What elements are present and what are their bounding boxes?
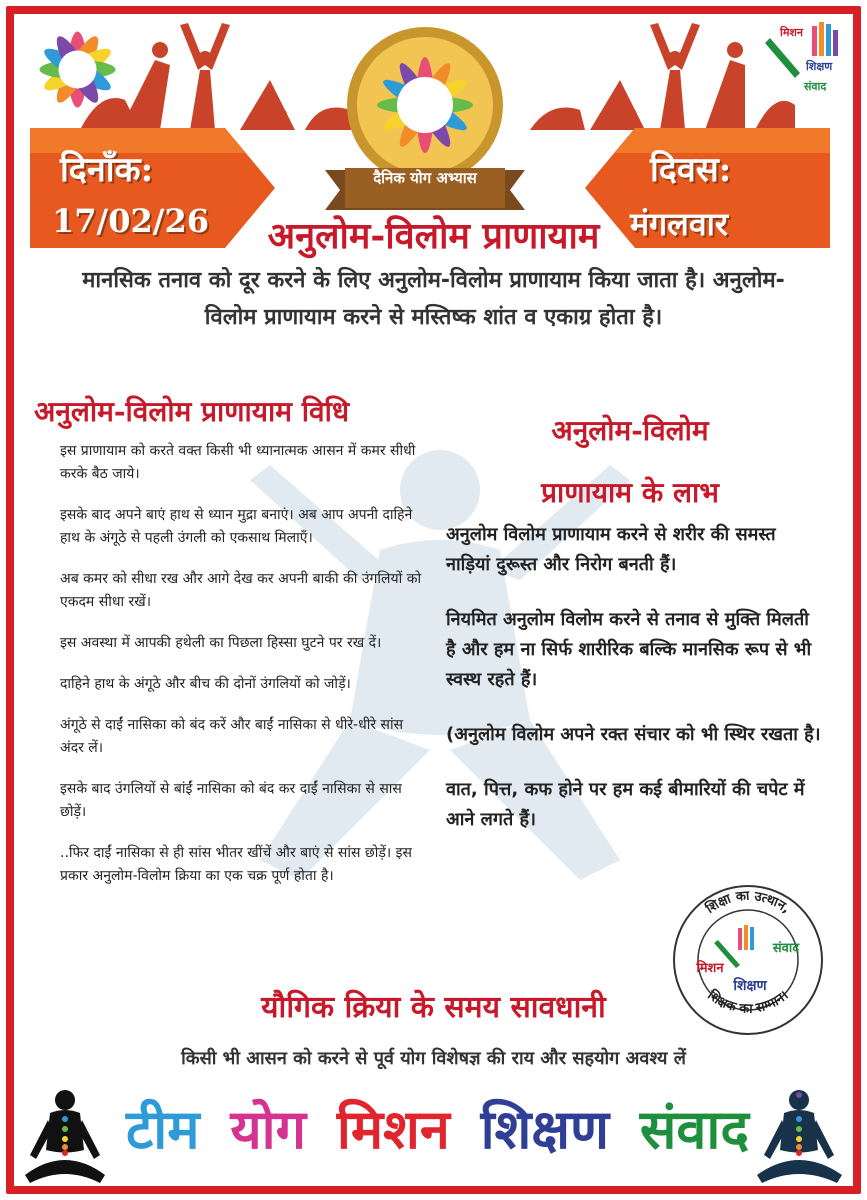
benefit-item: नियमित अनुलोम विलोम करने से तनाव से मुक्ति मिलती है और हम ना सिर्फ शारीरिक बल्कि मानसिक रूप से भी स्वस्थ रहते हैं। — [446, 609, 812, 690]
meditation-figure-right-icon — [752, 1085, 847, 1185]
seal-top-text: शिक्षा का उत्थान, — [703, 888, 793, 917]
method-step: इस अवस्था में आपकी हथेली का पिछला हिस्सा घुटने पर रख दें। — [60, 635, 382, 651]
benefit-item: अनुलोम विलोम प्राणायाम करने से शरीर की समस्त नाड़ियां दुरूस्त और निरोग बनती हैं। — [446, 524, 776, 575]
badge-label: दैनिक योग अभ्यास — [373, 169, 477, 187]
day-value: मंगलवार — [630, 205, 729, 243]
team-word-3: मिशन — [336, 1097, 450, 1161]
team-word-1: टीम — [126, 1097, 200, 1161]
seal-word3: संवाद — [772, 941, 800, 956]
method-step: दाहिने हाथ के अंगूठे और बीच की दोनों उंगलियों को जोड़ें। — [60, 676, 351, 692]
meditation-figure-left-icon — [20, 1085, 110, 1185]
seal-word1: मिशन — [696, 961, 724, 976]
page-title: अनुलोम-विलोम प्राणायाम — [267, 215, 600, 257]
benefits-heading — [460, 400, 800, 524]
method-heading: अनुलोम-विलोम प्राणायाम विधि — [34, 395, 350, 428]
day-label: दिवस: — [650, 150, 732, 190]
team-word-2: योग — [230, 1097, 307, 1161]
method-step: इसके बाद उंगलियों से बांईं नासिका को बंद कर दाईं नासिका से सास छोड़ें। — [60, 781, 402, 820]
benefits-heading-line2: प्राणायाम के लाभ — [541, 476, 719, 509]
caution-text: किसी भी आसन को करने से पूर्व योग विशेषज्ञ की राय और सहयोग अवश्य लें — [181, 1048, 686, 1069]
yoga-poses-right-icon — [530, 20, 800, 140]
intro-text: मानसिक तनाव को दूर करने के लिए अनुलोम-विलोम प्राणायाम किया जाता है। अनुलोम-विलोम प्राणायाम करने से मस्तिष्क शांत व एकाग्र होता है। — [82, 268, 785, 330]
benefit-item: वात, पित्त, कफ होने पर हम कई बीमारियों की चपेट में आने लगते हैं। — [446, 779, 805, 830]
team-word-4: शिक्षण — [480, 1097, 610, 1161]
method-step: ..फिर दाईं नासिका से ही सांस भीतर खींचें और बाएं से सांस छोड़ें। इस प्रकार अनुलोम-विलोम क्रिया का एक चक्र पूर्ण होता है। — [60, 845, 412, 884]
mission-logo-line3: संवाद — [804, 80, 827, 93]
method-step: अब कमर को सीधा रख और आगे देख कर अपनी बाकी की उंगलियों को एकदम सीधा रखें। — [60, 571, 422, 610]
date-label: दिनाँक: — [60, 150, 154, 190]
team-line — [120, 1090, 750, 1164]
mission-logo-line2: शिक्षण — [806, 60, 833, 73]
benefit-item: (अनुलोम विलोम अपने रक्त संचार को भी स्थिर रखता है। — [446, 724, 821, 745]
mission-logo-line1: मिशन — [780, 26, 804, 39]
method-step: इस प्राणायाम को करते वक्त किसी भी ध्यानात्मक आसन में कमर सीधी करके बैठ जाये। — [60, 443, 416, 482]
seal-word2: शिक्षण — [733, 978, 767, 994]
method-step: इसके बाद अपने बाएं हाथ से ध्यान मुद्रा बनाएं। अब आप अपनी दाहिने हाथ के अंगूठे से पहली उंगली को एकसाथ मिलाएँ। — [60, 507, 413, 546]
seal-bottom-text: शिक्षक का सम्मान। — [704, 988, 792, 1017]
caution-heading: यौगिक क्रिया के समय सावधानी — [261, 990, 606, 1025]
benefits-heading-line1: अनुलोम-विलोम — [551, 414, 709, 447]
method-step: अंगूठे से दाईं नासिका को बंद करें और बाईं नासिका से धीरे-धीरे सांस अंदर लें। — [60, 717, 404, 756]
benefits-list — [446, 520, 821, 860]
team-word-5: संवाद — [639, 1097, 750, 1161]
method-steps-list — [60, 440, 430, 906]
date-value: 17/02/26 — [52, 202, 209, 240]
